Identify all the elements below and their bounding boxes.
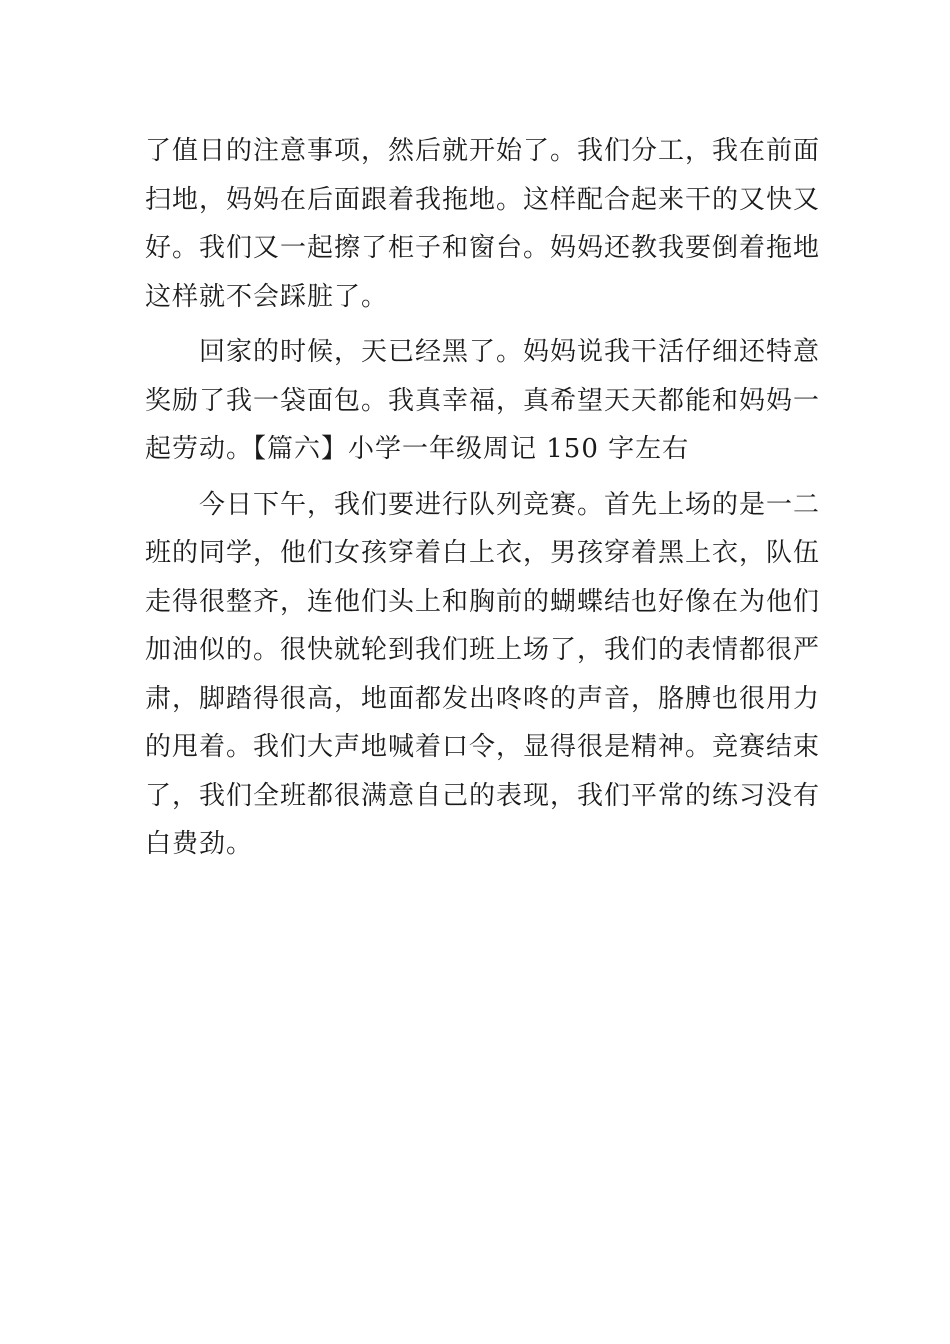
paragraph-3-line-4: 加油似的。很快就轮到我们班上场了，我们的表情都很严	[145, 635, 821, 665]
paragraph-1-line-4: 这样就不会踩脏了。	[145, 281, 389, 312]
document-body	[145, 127, 825, 869]
paragraph-2-line-3: 起劳动。【篇六】小学一年级周记 150 字左右	[145, 434, 690, 464]
paragraph-1-line-1: 了值日的注意事项，然后就开始了。我们分工，我在前面	[145, 136, 821, 166]
paragraph-2-line-2: 奖励了我一袋面包。我真幸福，真希望天天都能和妈妈一	[145, 385, 821, 416]
paragraph-3-line-5: 肃，脚踏得很高，地面都发出咚咚的声音，胳膊也很用力	[145, 683, 821, 714]
paragraph-3-line-6: 的甩着。我们大声地喊着口令，显得很是精神。竞赛结束	[145, 732, 821, 762]
paragraph-3-line-7: 了，我们全班都很满意自己的表现，我们平常的练习没有	[145, 780, 821, 811]
paragraph-3-line-3: 走得很整齐，连他们头上和胸前的蝴蝶结也好像在为他们	[145, 586, 821, 617]
paragraph-2-line-1: 回家的时候，天已经黑了。妈妈说我干活仔细还特意	[199, 337, 821, 367]
paragraph-3-line-8: 白费劲。	[145, 829, 254, 859]
paragraph-1-line-3: 好。我们又一起擦了柜子和窗台。妈妈还教我要倒着拖地	[145, 233, 821, 263]
paragraph-3-line-1: 今日下午，我们要进行队列竞赛。首先上场的是一二	[199, 489, 821, 520]
paragraph-3-line-2: 班的同学，他们女孩穿着白上衣，男孩穿着黑上衣，队伍	[145, 538, 821, 568]
paragraph-1-line-2: 扫地，妈妈在后面跟着我拖地。这样配合起来干的又快又	[145, 184, 821, 215]
